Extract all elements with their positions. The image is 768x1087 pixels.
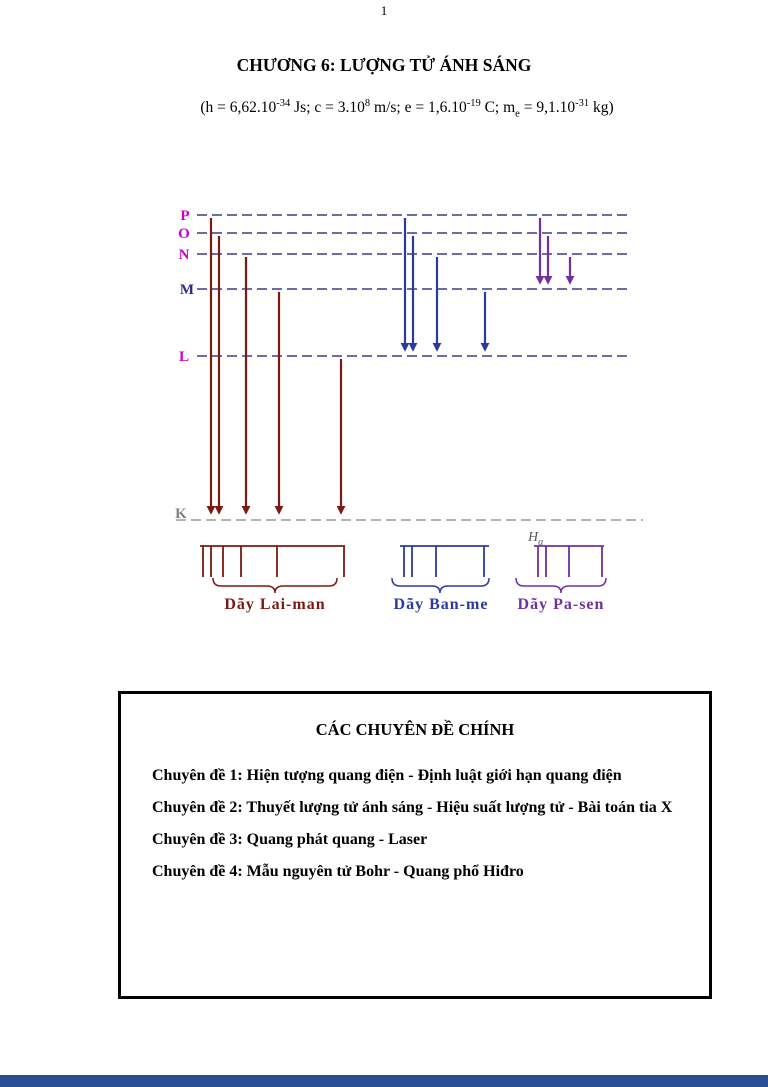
chapter-title: CHƯƠNG 6: LƯỢNG TỬ ÁNH SÁNG [236, 55, 532, 75]
level-label-o: O [178, 226, 190, 242]
level-label-n: N [178, 247, 190, 263]
footer-bar [0, 1075, 768, 1087]
balmer-spectrum-lines [400, 546, 489, 577]
lyman-series-arrows [211, 218, 341, 513]
level-label-m: M [179, 282, 195, 298]
lyman-brace [213, 578, 337, 593]
h-alpha-label: $H_\alpha$ [528, 530, 544, 548]
constants-segment: Js; c = 3.10 [290, 99, 365, 117]
topic-item-4: Chuyên đề 4: Mẫu nguyên tử Bohr - Quang phổ Hiđro [152, 863, 524, 880]
constants-line [0, 98, 768, 119]
constants-segment: C; m [480, 99, 516, 117]
balmer-series-arrows [405, 218, 485, 350]
constants-segment: kg) [589, 99, 614, 117]
paschen-spectrum-lines [534, 546, 604, 577]
constants-segment: = 9,1.10 [519, 99, 576, 117]
constants-exponent: -31 [575, 98, 590, 109]
topic-item-2: Chuyên đề 2: Thuyết lượng tử ánh sáng - Hiệu suất lượng tử - Bài toán tia X [152, 799, 673, 816]
level-label-p: P [180, 208, 190, 224]
topics-heading: CÁC CHUYÊN ĐỀ CHÍNH [315, 720, 515, 739]
paschen-series-arrows [540, 218, 570, 283]
balmer-brace [392, 578, 489, 593]
constants-subscript: e [515, 108, 520, 120]
topic-item-1: Chuyên đề 1: Hiện tượng quang điện - Định luật giới hạn quang điện [152, 767, 622, 784]
paschen-brace [516, 578, 606, 593]
constants-exponent: 8 [364, 98, 371, 109]
energy-level-labels [175, 208, 194, 522]
energy-level-diagram [168, 200, 668, 620]
page-number: 1 [380, 3, 388, 18]
lyman-series-label: Dãy Lai-man [224, 596, 326, 613]
constants-segment: (h = 6,62.10 [200, 99, 277, 117]
topic-item-3: Chuyên đề 3: Quang phát quang - Laser [152, 831, 428, 848]
constants-segment: m/s; e = 1,6.10 [370, 99, 467, 117]
constants-exponent: -19 [466, 98, 481, 109]
balmer-series-label: Dãy Ban-me [393, 596, 489, 613]
topics-box [118, 691, 712, 999]
level-label-l: L [178, 349, 190, 365]
level-label-k: K [175, 506, 187, 522]
constants-exponent: -34 [276, 98, 291, 109]
lyman-spectrum-lines [200, 546, 345, 577]
paschen-series-label: Dãy Pa-sen [517, 596, 605, 613]
